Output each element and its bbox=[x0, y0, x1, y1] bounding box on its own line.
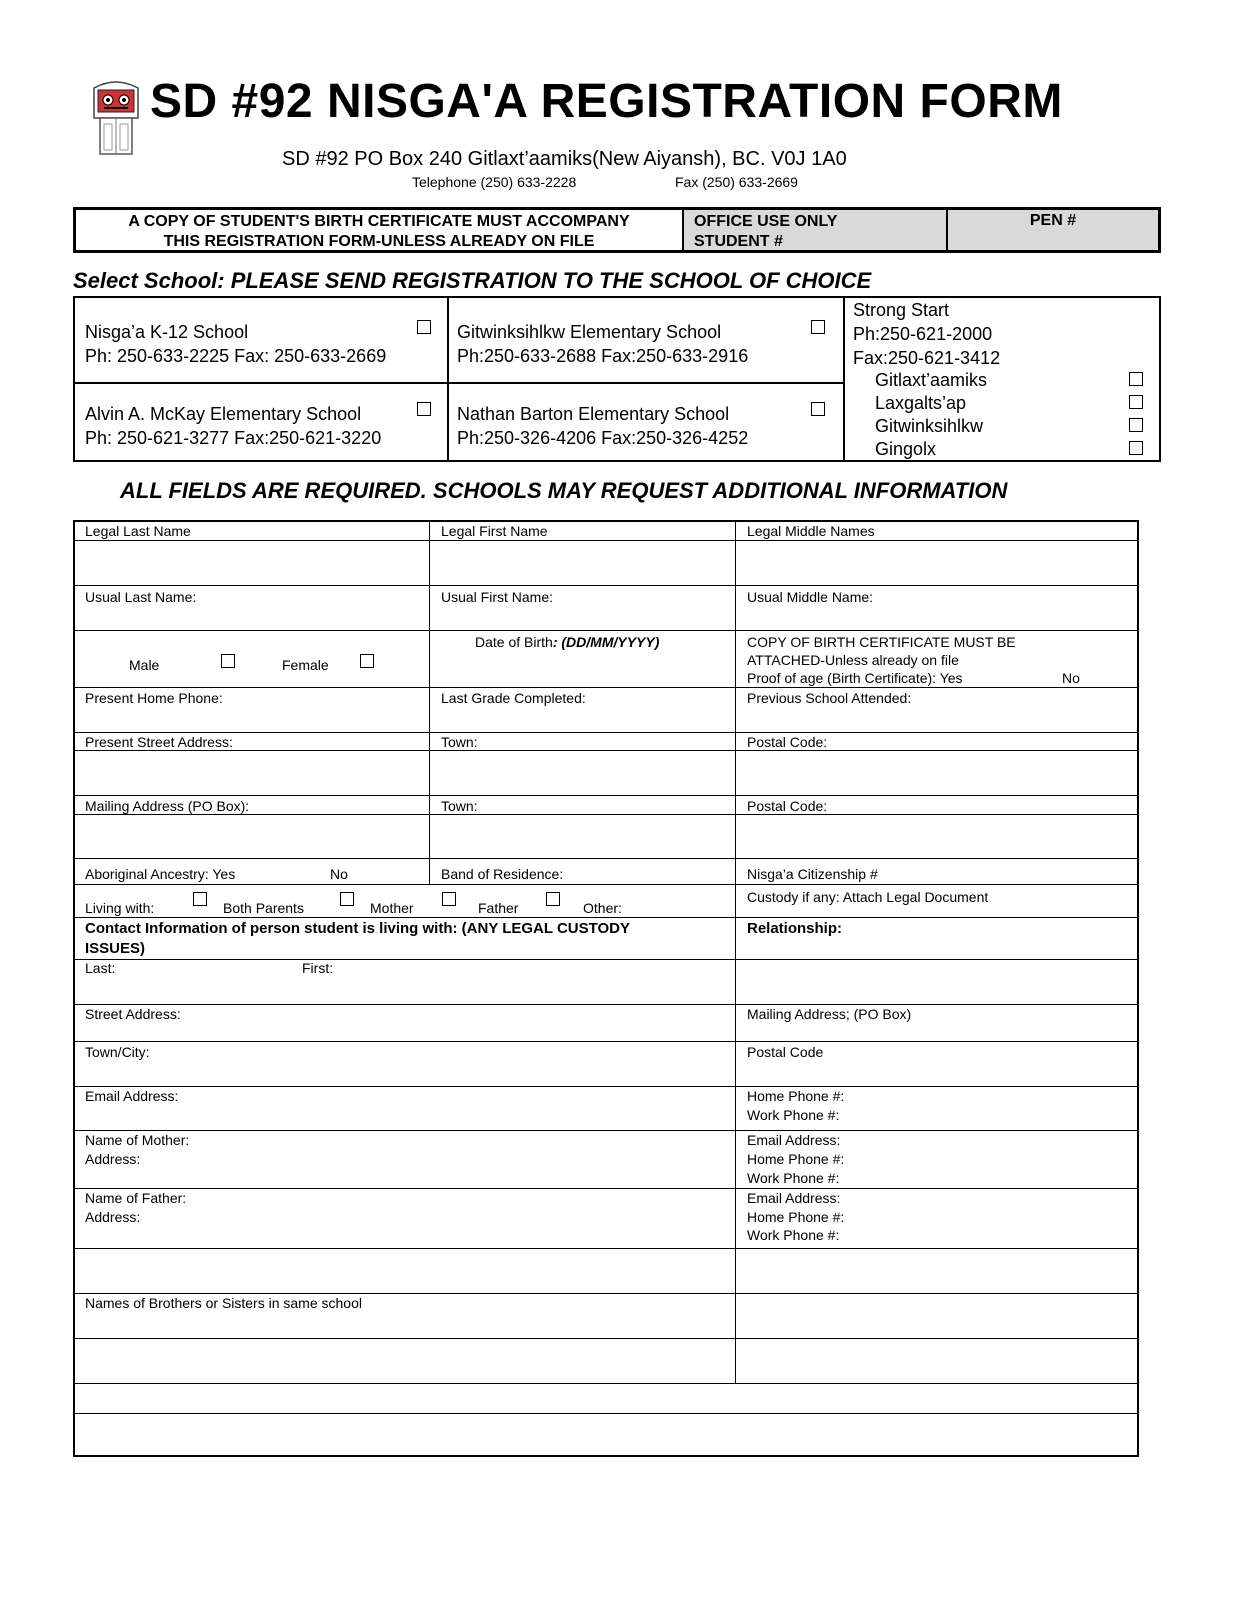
student-number-label: STUDENT # bbox=[694, 233, 783, 250]
checkbox-alvin-mckay[interactable] bbox=[417, 402, 431, 416]
custody-label: Custody if any: Attach Legal Document bbox=[747, 889, 989, 905]
divider bbox=[75, 750, 1137, 751]
band-of-residence-label: Band of Residence: bbox=[441, 866, 564, 882]
father-name-label: Name of Father: bbox=[85, 1190, 187, 1206]
contact-last-name-label: Last: bbox=[85, 960, 116, 976]
contact-postal-code-label: Postal Code bbox=[747, 1044, 824, 1060]
divider bbox=[75, 917, 1137, 918]
school-contact: Ph: 250-633-2225 Fax: 250-633-2669 bbox=[85, 346, 387, 366]
notice-line-1: A COPY OF STUDENT'S BIRTH CERTIFICATE MUST ACCOMPANY bbox=[128, 213, 630, 230]
usual-last-name-label: Usual Last Name: bbox=[85, 589, 197, 605]
proof-of-age-label: Proof of age (Birth Certificate): Yes bbox=[747, 670, 963, 686]
district-fax: Fax (250) 633-2669 bbox=[675, 174, 798, 190]
divider bbox=[75, 540, 1137, 541]
school-option-nisgaa-k12 bbox=[85, 320, 386, 368]
town-label: Town: bbox=[441, 734, 478, 750]
father-checkbox[interactable] bbox=[442, 892, 456, 906]
school-name: Nisga’a K-12 School bbox=[85, 322, 249, 342]
male-checkbox[interactable] bbox=[221, 654, 235, 668]
father-label: Father bbox=[478, 900, 519, 916]
divider bbox=[75, 1413, 1137, 1414]
checkbox-nathan-barton[interactable] bbox=[811, 402, 825, 416]
mailing-town-label: Town: bbox=[441, 798, 478, 814]
divider bbox=[447, 298, 449, 460]
school-contact: Ph: 250-621-3277 Fax:250-621-3220 bbox=[85, 428, 382, 448]
aboriginal-ancestry-label: Aboriginal Ancestry: Yes bbox=[85, 866, 236, 882]
checkbox-gitwinksihlkw[interactable] bbox=[811, 320, 825, 334]
strong-start-location: Gitwinksihlkw bbox=[875, 416, 984, 436]
divider bbox=[735, 522, 736, 1383]
divider bbox=[75, 585, 1137, 586]
select-school-heading: Select School: PLEASE SEND REGISTRATION TO THE SCHOOL OF CHOICE bbox=[73, 268, 872, 293]
strong-start-info bbox=[853, 298, 1000, 370]
contact-work-phone-label: Work Phone #: bbox=[747, 1107, 840, 1123]
divider bbox=[75, 732, 1137, 733]
father-work-phone-label: Work Phone #: bbox=[747, 1227, 840, 1243]
mailing-postal-code-label: Postal Code: bbox=[747, 798, 828, 814]
totem-crest-logo-icon bbox=[90, 78, 142, 158]
office-use-cell[interactable] bbox=[684, 210, 948, 250]
school-name: Alvin A. McKay Elementary School bbox=[85, 404, 362, 424]
divider bbox=[843, 298, 845, 460]
divider bbox=[75, 630, 1137, 631]
female-label: Female bbox=[282, 657, 329, 673]
divider bbox=[75, 1383, 1137, 1384]
mother-home-phone-label: Home Phone #: bbox=[747, 1151, 845, 1167]
dob-format: : (DD/MM/YYYY) bbox=[552, 634, 660, 650]
checkbox-strong-start-laxgaltsap[interactable] bbox=[1129, 395, 1143, 409]
contact-first-name-label: First: bbox=[302, 960, 334, 976]
strong-start-location: Gingolx bbox=[875, 439, 937, 459]
legal-last-name-label: Legal Last Name bbox=[85, 523, 191, 539]
school-option-gitwinksihlkw bbox=[457, 320, 748, 368]
dob-label-text: Date of Birth bbox=[475, 634, 553, 650]
citizenship-label: Nisga’a Citizenship # bbox=[747, 866, 878, 882]
checkbox-strong-start-gingolx[interactable] bbox=[1129, 441, 1143, 455]
checkbox-strong-start-gitlaxtaamiks[interactable] bbox=[1129, 372, 1143, 386]
mother-checkbox[interactable] bbox=[340, 892, 354, 906]
notice-text bbox=[76, 210, 684, 250]
contact-mailing-address-label: Mailing Address; (PO Box) bbox=[747, 1006, 912, 1022]
siblings-label: Names of Brothers or Sisters in same school bbox=[85, 1295, 362, 1311]
divider bbox=[75, 858, 1137, 859]
pen-cell[interactable] bbox=[948, 210, 1158, 250]
registration-form-table bbox=[73, 520, 1139, 1457]
strong-start-title: Strong Start bbox=[853, 300, 950, 320]
divider bbox=[75, 959, 1137, 960]
male-label: Male bbox=[129, 657, 160, 673]
divider bbox=[75, 1130, 1137, 1131]
contact-home-phone-label: Home Phone #: bbox=[747, 1088, 845, 1104]
date-of-birth-label bbox=[475, 633, 659, 651]
other-label: Other: bbox=[583, 900, 622, 916]
district-telephone: Telephone (250) 633-2228 bbox=[412, 174, 577, 190]
birth-certificate-notice bbox=[73, 207, 1161, 253]
divider bbox=[75, 1188, 1137, 1189]
divider bbox=[75, 884, 1137, 885]
previous-school-label: Previous School Attended: bbox=[747, 690, 912, 706]
both-parents-checkbox[interactable] bbox=[193, 892, 207, 906]
other-checkbox[interactable] bbox=[546, 892, 560, 906]
strong-start-fax: Fax:250-621-3412 bbox=[853, 348, 1001, 368]
mother-work-phone-label: Work Phone #: bbox=[747, 1170, 840, 1186]
father-address-label: Address: bbox=[85, 1209, 141, 1225]
home-phone-label: Present Home Phone: bbox=[85, 690, 223, 706]
mother-label: Mother bbox=[370, 900, 414, 916]
contact-street-address-label: Street Address: bbox=[85, 1006, 181, 1022]
usual-first-name-label: Usual First Name: bbox=[441, 589, 554, 605]
school-selection-table bbox=[73, 296, 1161, 462]
divider bbox=[75, 1041, 1137, 1042]
school-option-alvin-mckay bbox=[85, 402, 381, 450]
mother-address-label: Address: bbox=[85, 1151, 141, 1167]
legal-first-name-label: Legal First Name bbox=[441, 523, 548, 539]
page-title: SD #92 NISGA'A REGISTRATION FORM bbox=[150, 75, 1063, 128]
divider bbox=[75, 795, 1137, 796]
office-use-label: OFFICE USE ONLY bbox=[694, 213, 838, 230]
divider bbox=[75, 382, 843, 384]
father-email-label: Email Address: bbox=[747, 1190, 841, 1206]
street-address-label: Present Street Address: bbox=[85, 734, 233, 750]
both-parents-label: Both Parents bbox=[223, 900, 304, 916]
aboriginal-ancestry-no: No bbox=[330, 866, 348, 882]
birth-certificate-note-1: COPY OF BIRTH CERTIFICATE MUST BE bbox=[747, 634, 1016, 650]
divider bbox=[75, 1248, 1137, 1249]
mailing-address-label: Mailing Address (PO Box): bbox=[85, 798, 250, 814]
divider bbox=[75, 687, 1137, 688]
legal-middle-names-label: Legal Middle Names bbox=[747, 523, 875, 539]
strong-start-location: Laxgalts’ap bbox=[875, 393, 967, 413]
strong-start-phone: Ph:250-621-2000 bbox=[853, 324, 993, 344]
proof-of-age-no: No bbox=[1062, 670, 1080, 686]
notice-line-2: THIS REGISTRATION FORM-UNLESS ALREADY ON FILE bbox=[163, 233, 595, 250]
divider bbox=[429, 522, 430, 884]
required-fields-notice: ALL FIELDS ARE REQUIRED. SCHOOLS MAY REQUEST ADDITIONAL INFORMATION bbox=[120, 478, 1008, 503]
district-address: SD #92 PO Box 240 Gitlaxt’aamiks(New Aiyansh), BC. V0J 1A0 bbox=[282, 148, 847, 170]
contact-email-label: Email Address: bbox=[85, 1088, 179, 1104]
checkbox-strong-start-gitwinksihlkw[interactable] bbox=[1129, 418, 1143, 432]
father-home-phone-label: Home Phone #: bbox=[747, 1209, 845, 1225]
school-option-nathan-barton bbox=[457, 402, 748, 450]
mother-name-label: Name of Mother: bbox=[85, 1132, 190, 1148]
usual-middle-name-label: Usual Middle Name: bbox=[747, 589, 874, 605]
divider bbox=[75, 1086, 1137, 1087]
strong-start-location: Gitlaxt’aamiks bbox=[875, 370, 988, 390]
checkbox-nisgaa-k12[interactable] bbox=[417, 320, 431, 334]
school-name: Nathan Barton Elementary School bbox=[457, 404, 730, 424]
divider bbox=[75, 1338, 1137, 1339]
female-checkbox[interactable] bbox=[360, 654, 374, 668]
contact-information-heading: Contact Information of person student is living with: (ANY LEGAL CUSTODY ISSUES) bbox=[85, 920, 630, 957]
school-name: Gitwinksihlkw Elementary School bbox=[457, 322, 722, 342]
postal-code-label: Postal Code: bbox=[747, 734, 828, 750]
school-contact: Ph:250-326-4206 Fax:250-326-4252 bbox=[457, 428, 749, 448]
pen-label: PEN # bbox=[1029, 212, 1077, 229]
living-with-label: Living with: bbox=[85, 900, 155, 916]
relationship-label: Relationship: bbox=[747, 920, 843, 937]
birth-certificate-note-2: ATTACHED-Unless already on file bbox=[747, 652, 959, 668]
last-grade-label: Last Grade Completed: bbox=[441, 690, 586, 706]
school-contact: Ph:250-633-2688 Fax:250-633-2916 bbox=[457, 346, 749, 366]
mother-email-label: Email Address: bbox=[747, 1132, 841, 1148]
divider bbox=[75, 1004, 1137, 1005]
contact-town-label: Town/City: bbox=[85, 1044, 150, 1060]
